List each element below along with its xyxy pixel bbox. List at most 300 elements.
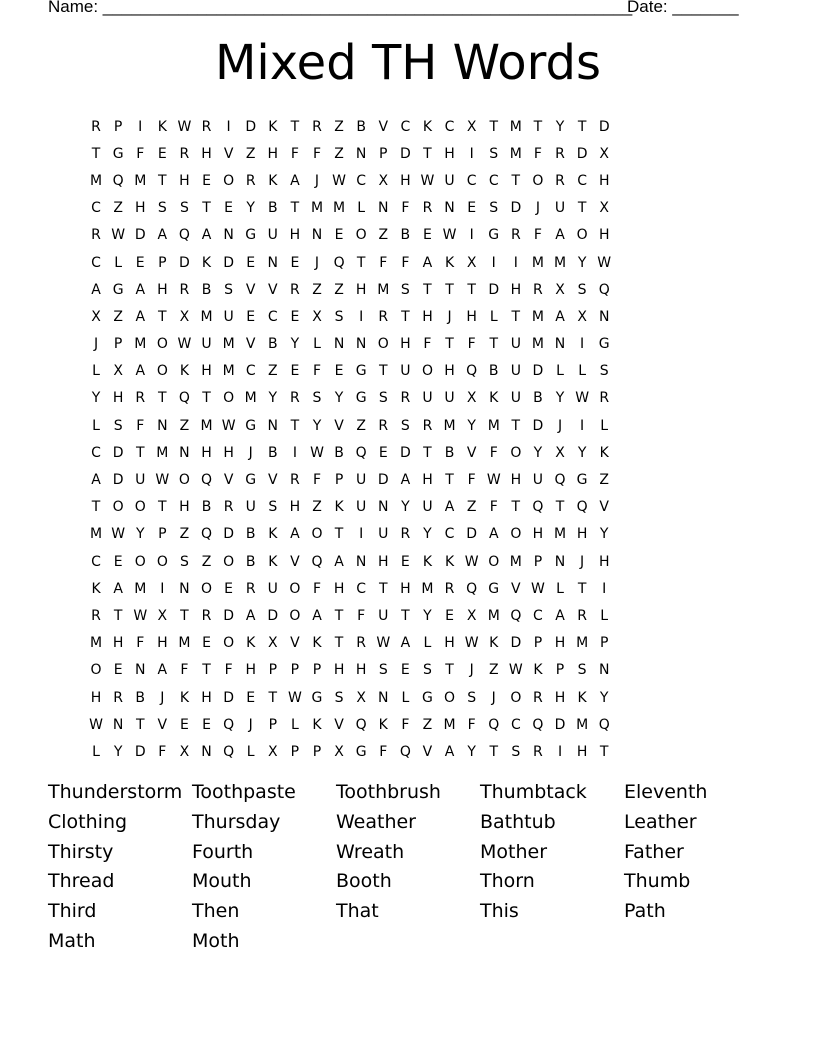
grid-letter: Z	[113, 308, 123, 325]
grid-row	[85, 548, 615, 575]
grid-letter: H	[355, 662, 367, 679]
grid-letter: C	[510, 716, 521, 733]
grid-letter: A	[290, 172, 300, 189]
grid-letter: X	[113, 363, 123, 380]
grid-letter: C	[356, 172, 367, 189]
grid-letter: Z	[201, 553, 212, 570]
grid-letter: T	[511, 417, 521, 434]
grid-letter: K	[577, 689, 587, 706]
grid-letter: O	[156, 336, 168, 353]
grid-row	[85, 575, 615, 602]
grid-letter: L	[578, 363, 587, 380]
grid-letter: P	[533, 635, 543, 652]
grid-letter: D	[466, 526, 478, 543]
grid-letter: M	[90, 635, 103, 652]
grid-letter: E	[202, 635, 211, 652]
grid-letter: T	[577, 200, 587, 217]
grid-letter: T	[356, 254, 366, 271]
word-bank-item: Booth	[336, 870, 392, 893]
grid-letter: Q	[333, 254, 345, 271]
grid-letter: N	[311, 227, 323, 244]
grid-letter: R	[533, 689, 543, 706]
grid-letter: A	[91, 281, 101, 298]
grid-letter: V	[334, 716, 344, 733]
grid-letter: X	[466, 254, 477, 271]
grid-letter: K	[599, 444, 609, 461]
grid-letter: M	[333, 200, 346, 217]
grid-letter: T	[135, 716, 145, 733]
grid-letter: F	[312, 472, 322, 489]
word-bank-item: Fourth	[192, 840, 254, 863]
grid-letter: F	[158, 743, 167, 760]
grid-letter: A	[555, 227, 565, 244]
grid-letter: D	[245, 118, 257, 135]
grid-letter: K	[157, 118, 167, 135]
grid-letter: T	[202, 662, 211, 679]
word-bank	[48, 778, 768, 957]
grid-letter: U	[201, 336, 212, 353]
grid-letter: V	[245, 281, 256, 298]
grid-letter: N	[598, 308, 610, 325]
grid-letter: A	[135, 308, 146, 325]
grid-letter: O	[510, 444, 522, 461]
grid-letter: M	[487, 607, 500, 624]
grid-letter: S	[157, 200, 167, 217]
grid-letter: A	[555, 607, 565, 624]
grid-letter: T	[533, 118, 543, 135]
grid-letter: T	[158, 499, 167, 516]
grid-letter: D	[179, 254, 190, 271]
grid-letter: W	[508, 662, 523, 679]
grid-letter: K	[201, 254, 212, 271]
grid-letter: X	[157, 607, 168, 624]
grid-letter: C	[444, 526, 455, 543]
grid-letter: D	[399, 444, 411, 461]
grid-letter: M	[134, 172, 147, 189]
grid-letter: H	[201, 689, 212, 706]
grid-letter: F	[489, 499, 498, 516]
grid-letter: H	[598, 227, 610, 244]
grid-letter: R	[378, 417, 389, 434]
grid-letter: J	[447, 308, 452, 325]
grid-letter: D	[223, 607, 234, 624]
grid-letter: B	[488, 363, 499, 380]
grid-letter: B	[267, 336, 278, 353]
grid-letter: R	[400, 526, 411, 543]
grid-letter: C	[444, 118, 455, 135]
grid-letter: I	[138, 118, 143, 135]
grid-letter: C	[91, 553, 101, 570]
grid-letter: S	[113, 417, 123, 434]
word-bank-item: Weather	[336, 810, 416, 833]
grid-letter: E	[400, 662, 410, 679]
grid-letter: F	[423, 336, 432, 353]
grid-letter: N	[157, 417, 168, 434]
grid-letter: P	[113, 336, 123, 353]
grid-letter: C	[91, 254, 101, 271]
grid-row	[85, 494, 615, 521]
grid-letter: K	[246, 635, 256, 652]
word-bank-item: Thirsty	[48, 840, 114, 863]
word-bank-item: Thread	[48, 870, 115, 893]
grid-letter: C	[400, 118, 411, 135]
grid-letter: R	[422, 200, 433, 217]
grid-letter: H	[333, 662, 345, 679]
grid-letter: H	[112, 390, 124, 407]
grid-letter: Z	[422, 716, 433, 733]
grid-letter: Q	[510, 607, 522, 624]
grid-letter: J	[535, 200, 540, 217]
grid-letter: W	[597, 254, 612, 271]
grid-letter: N	[554, 553, 566, 570]
grid-letter: O	[112, 499, 124, 516]
grid-row	[85, 303, 615, 330]
grid-letter: N	[378, 499, 389, 516]
grid-letter: W	[287, 689, 302, 706]
grid-letter: Y	[312, 417, 322, 434]
grid-letter: E	[334, 227, 344, 244]
grid-letter: B	[135, 689, 146, 706]
grid-letter: T	[555, 499, 565, 516]
grid-letter: V	[157, 716, 168, 733]
grid-letter: W	[464, 553, 479, 570]
grid-letter: S	[511, 743, 521, 760]
grid-letter: R	[290, 472, 300, 489]
grid-letter: A	[91, 472, 101, 489]
grid-letter: T	[423, 281, 432, 298]
grid-letter: F	[467, 716, 476, 733]
grid-letter: S	[599, 363, 609, 380]
grid-letter: T	[180, 607, 189, 624]
grid-letter: T	[445, 336, 454, 353]
grid-letter: E	[246, 308, 256, 325]
grid-letter: P	[379, 145, 388, 162]
grid-letter: B	[201, 499, 212, 516]
grid-letter: O	[201, 580, 213, 597]
grid-letter: M	[509, 118, 522, 135]
grid-letter: K	[268, 553, 278, 570]
grid-letter: U	[135, 472, 146, 489]
grid-letter: E	[290, 254, 300, 271]
grid-letter: M	[553, 526, 567, 543]
grid-letter: Y	[290, 336, 300, 353]
grid-letter: K	[444, 553, 455, 570]
grid-letter: K	[268, 118, 278, 135]
grid-letter: H	[576, 526, 588, 543]
grid-letter: N	[179, 444, 190, 461]
grid-letter: H	[355, 281, 367, 298]
grid-letter: O	[178, 472, 190, 489]
grid-letter: C	[267, 308, 278, 325]
grid-letter: E	[113, 553, 123, 570]
grid-letter: C	[577, 172, 587, 189]
grid-letter: O	[576, 227, 588, 244]
grid-row	[85, 602, 615, 629]
grid-letter: S	[179, 553, 189, 570]
grid-letter: H	[598, 553, 610, 570]
grid-letter: O	[289, 580, 301, 597]
grid-letter: R	[400, 390, 411, 407]
grid-letter: K	[91, 580, 101, 597]
word-bank-item: Then	[192, 900, 240, 923]
grid-row	[85, 466, 615, 493]
grid-letter: D	[223, 689, 234, 706]
grid-letter: V	[268, 472, 278, 489]
grid-letter: L	[556, 363, 564, 380]
grid-letter: T	[91, 145, 101, 162]
grid-letter: F	[533, 145, 542, 162]
grid-letter: T	[158, 308, 167, 325]
grid-letter: O	[355, 227, 367, 244]
grid-letter: Q	[532, 716, 544, 733]
grid-letter: B	[245, 526, 256, 543]
grid-letter: Q	[355, 716, 367, 733]
word-bank-item: Third	[48, 900, 97, 923]
grid-letter: H	[510, 281, 522, 298]
grid-letter: N	[201, 743, 212, 760]
grid-letter: L	[600, 607, 609, 624]
grid-letter: G	[311, 689, 323, 706]
word-bank-item: Thorn	[480, 870, 535, 893]
page-title: Mixed TH Words	[215, 35, 601, 91]
grid-letter: Z	[179, 526, 190, 543]
word-bank-item: Moth	[192, 929, 240, 952]
grid-letter: T	[202, 390, 211, 407]
grid-letter: R	[510, 227, 521, 244]
grid-letter: R	[135, 390, 146, 407]
grid-letter: T	[489, 336, 499, 353]
grid-letter: O	[90, 662, 102, 679]
grid-letter: W	[155, 472, 170, 489]
grid-letter: T	[599, 743, 609, 760]
grid-letter: O	[156, 553, 168, 570]
grid-letter: T	[577, 118, 587, 135]
grid-letter: C	[466, 172, 477, 189]
grid-letter: R	[91, 607, 101, 624]
grid-letter: V	[245, 336, 256, 353]
grid-letter: K	[334, 499, 344, 516]
grid-letter: M	[443, 716, 456, 733]
grid-letter: A	[201, 227, 212, 244]
grid-letter: Q	[201, 472, 213, 489]
word-bank-item: Toothbrush	[336, 781, 441, 803]
grid-letter: J	[557, 417, 563, 434]
grid-letter: X	[466, 607, 477, 624]
grid-letter: Y	[577, 444, 587, 461]
grid-letter: V	[466, 444, 477, 461]
grid-letter: D	[598, 118, 610, 135]
grid-letter: X	[599, 200, 609, 217]
grid-letter: K	[312, 716, 322, 733]
grid-letter: W	[464, 635, 479, 652]
grid-letter: L	[401, 689, 410, 706]
grid-letter: D	[576, 145, 588, 162]
grid-letter: E	[157, 145, 167, 162]
grid-letter: X	[179, 308, 190, 325]
grid-letter: T	[445, 281, 454, 298]
grid-letter: H	[289, 499, 301, 516]
grid-letter: G	[576, 472, 588, 489]
grid-letter: H	[201, 145, 212, 162]
grid-letter: O	[444, 689, 456, 706]
grid-letter: G	[355, 390, 367, 407]
grid-letter: M	[244, 390, 257, 407]
grid-letter: R	[91, 227, 101, 244]
grid-letter: W	[420, 172, 435, 189]
grid-letter: H	[400, 336, 411, 353]
grid-letter: H	[422, 472, 433, 489]
grid-letter: K	[444, 254, 455, 271]
grid-letter: J	[93, 336, 99, 353]
grid-letter: H	[444, 635, 455, 652]
grid-letter: F	[467, 336, 476, 353]
grid-letter: Q	[201, 526, 213, 543]
grid-letter: O	[510, 689, 522, 706]
grid-letter: Y	[91, 390, 101, 407]
grid-letter: H	[554, 689, 566, 706]
grid-letter: T	[91, 499, 101, 516]
grid-letter: O	[134, 553, 146, 570]
word-bank-item: That	[336, 900, 379, 923]
grid-letter: F	[312, 145, 322, 162]
grid-letter: T	[113, 607, 123, 624]
grid-letter: F	[379, 743, 388, 760]
grid-letter: B	[334, 444, 344, 461]
grid-letter: Y	[246, 200, 255, 217]
grid-letter: A	[135, 281, 146, 298]
grid-letter: T	[290, 200, 300, 217]
grid-letter: H	[267, 145, 279, 162]
grid-letter: I	[292, 444, 297, 461]
grid-letter: P	[113, 118, 123, 135]
grid-letter: W	[376, 635, 391, 652]
grid-letter: X	[466, 390, 477, 407]
grid-letter: Q	[554, 472, 566, 489]
grid-letter: F	[379, 254, 388, 271]
grid-letter: M	[200, 417, 213, 434]
grid-letter: G	[422, 689, 433, 706]
grid-letter: Y	[599, 689, 609, 706]
grid-letter: P	[533, 553, 543, 570]
grid-row	[85, 711, 615, 738]
grid-letter: B	[400, 227, 411, 244]
grid-letter: G	[112, 145, 124, 162]
grid-row	[85, 167, 615, 194]
grid-letter: D	[488, 281, 500, 298]
grid-letter: N	[554, 336, 566, 353]
grid-letter: E	[334, 363, 344, 380]
grid-letter: Q	[355, 444, 367, 461]
grid-letter: B	[201, 281, 212, 298]
grid-letter: U	[267, 227, 278, 244]
grid-letter: T	[202, 200, 211, 217]
word-bank-item: This	[480, 900, 519, 923]
grid-letter: S	[179, 200, 189, 217]
grid-letter: T	[489, 743, 499, 760]
grid-letter: B	[533, 390, 543, 407]
grid-letter: S	[378, 662, 388, 679]
grid-letter: X	[555, 281, 565, 298]
grid-letter: S	[224, 281, 234, 298]
grid-letter: F	[180, 662, 189, 679]
grid-letter: W	[177, 336, 192, 353]
grid-letter: T	[378, 363, 388, 380]
grid-letter: D	[112, 472, 124, 489]
grid-letter: F	[357, 607, 366, 624]
grid-letter: J	[314, 254, 320, 271]
grid-letter: M	[310, 200, 324, 217]
grid-letter: U	[356, 472, 367, 489]
grid-letter: R	[555, 145, 565, 162]
grid-letter: Y	[334, 390, 344, 407]
grid-letter: U	[510, 390, 521, 407]
grid-letter: W	[111, 526, 126, 543]
grid-letter: X	[312, 308, 322, 325]
grid-letter: N	[223, 227, 234, 244]
grid-letter: I	[226, 118, 231, 135]
grid-letter: X	[268, 743, 278, 760]
grid-letter: H	[378, 553, 389, 570]
grid-letter: S	[489, 145, 499, 162]
grid-row	[85, 412, 615, 439]
grid-letter: G	[355, 363, 367, 380]
grid-letter: M	[576, 635, 589, 652]
grid-letter: H	[598, 172, 610, 189]
grid-letter: H	[554, 635, 566, 652]
grid-letter: L	[246, 743, 255, 760]
grid-letter: Y	[423, 607, 432, 624]
grid-letter: H	[400, 580, 411, 597]
grid-letter: I	[160, 580, 165, 597]
grid-letter: E	[202, 716, 211, 733]
grid-letter: V	[290, 553, 300, 570]
grid-letter: P	[599, 635, 609, 652]
grid-letter: Q	[223, 716, 235, 733]
grid-letter: X	[334, 743, 344, 760]
grid-letter: I	[469, 227, 474, 244]
grid-letter: L	[489, 308, 498, 325]
grid-letter: A	[400, 635, 411, 652]
grid-letter: K	[533, 662, 543, 679]
grid-letter: C	[356, 580, 367, 597]
grid-letter: M	[531, 336, 544, 353]
grid-letter: X	[91, 308, 101, 325]
grid-row	[85, 630, 615, 657]
grid-letter: Z	[312, 281, 322, 298]
grid-letter: C	[488, 172, 499, 189]
grid-letter: A	[444, 743, 455, 760]
grid-letter: R	[555, 172, 565, 189]
grid-row	[85, 249, 615, 276]
grid-letter: Q	[488, 716, 500, 733]
grid-row	[85, 140, 615, 167]
word-bank-item: Thumbtack	[480, 781, 587, 803]
grid-letter: A	[555, 308, 565, 325]
grid-letter: T	[290, 118, 300, 135]
grid-letter: G	[245, 227, 257, 244]
grid-row	[85, 276, 615, 303]
grid-letter: E	[378, 444, 388, 461]
grid-letter: H	[422, 308, 433, 325]
grid-letter: K	[422, 118, 433, 135]
grid-letter: U	[422, 499, 433, 516]
grid-letter: M	[222, 363, 235, 380]
grid-letter: O	[223, 553, 235, 570]
grid-letter: I	[580, 417, 585, 434]
grid-letter: S	[489, 200, 499, 217]
grid-letter: P	[312, 662, 322, 679]
word-bank-item: Thursday	[192, 810, 281, 833]
